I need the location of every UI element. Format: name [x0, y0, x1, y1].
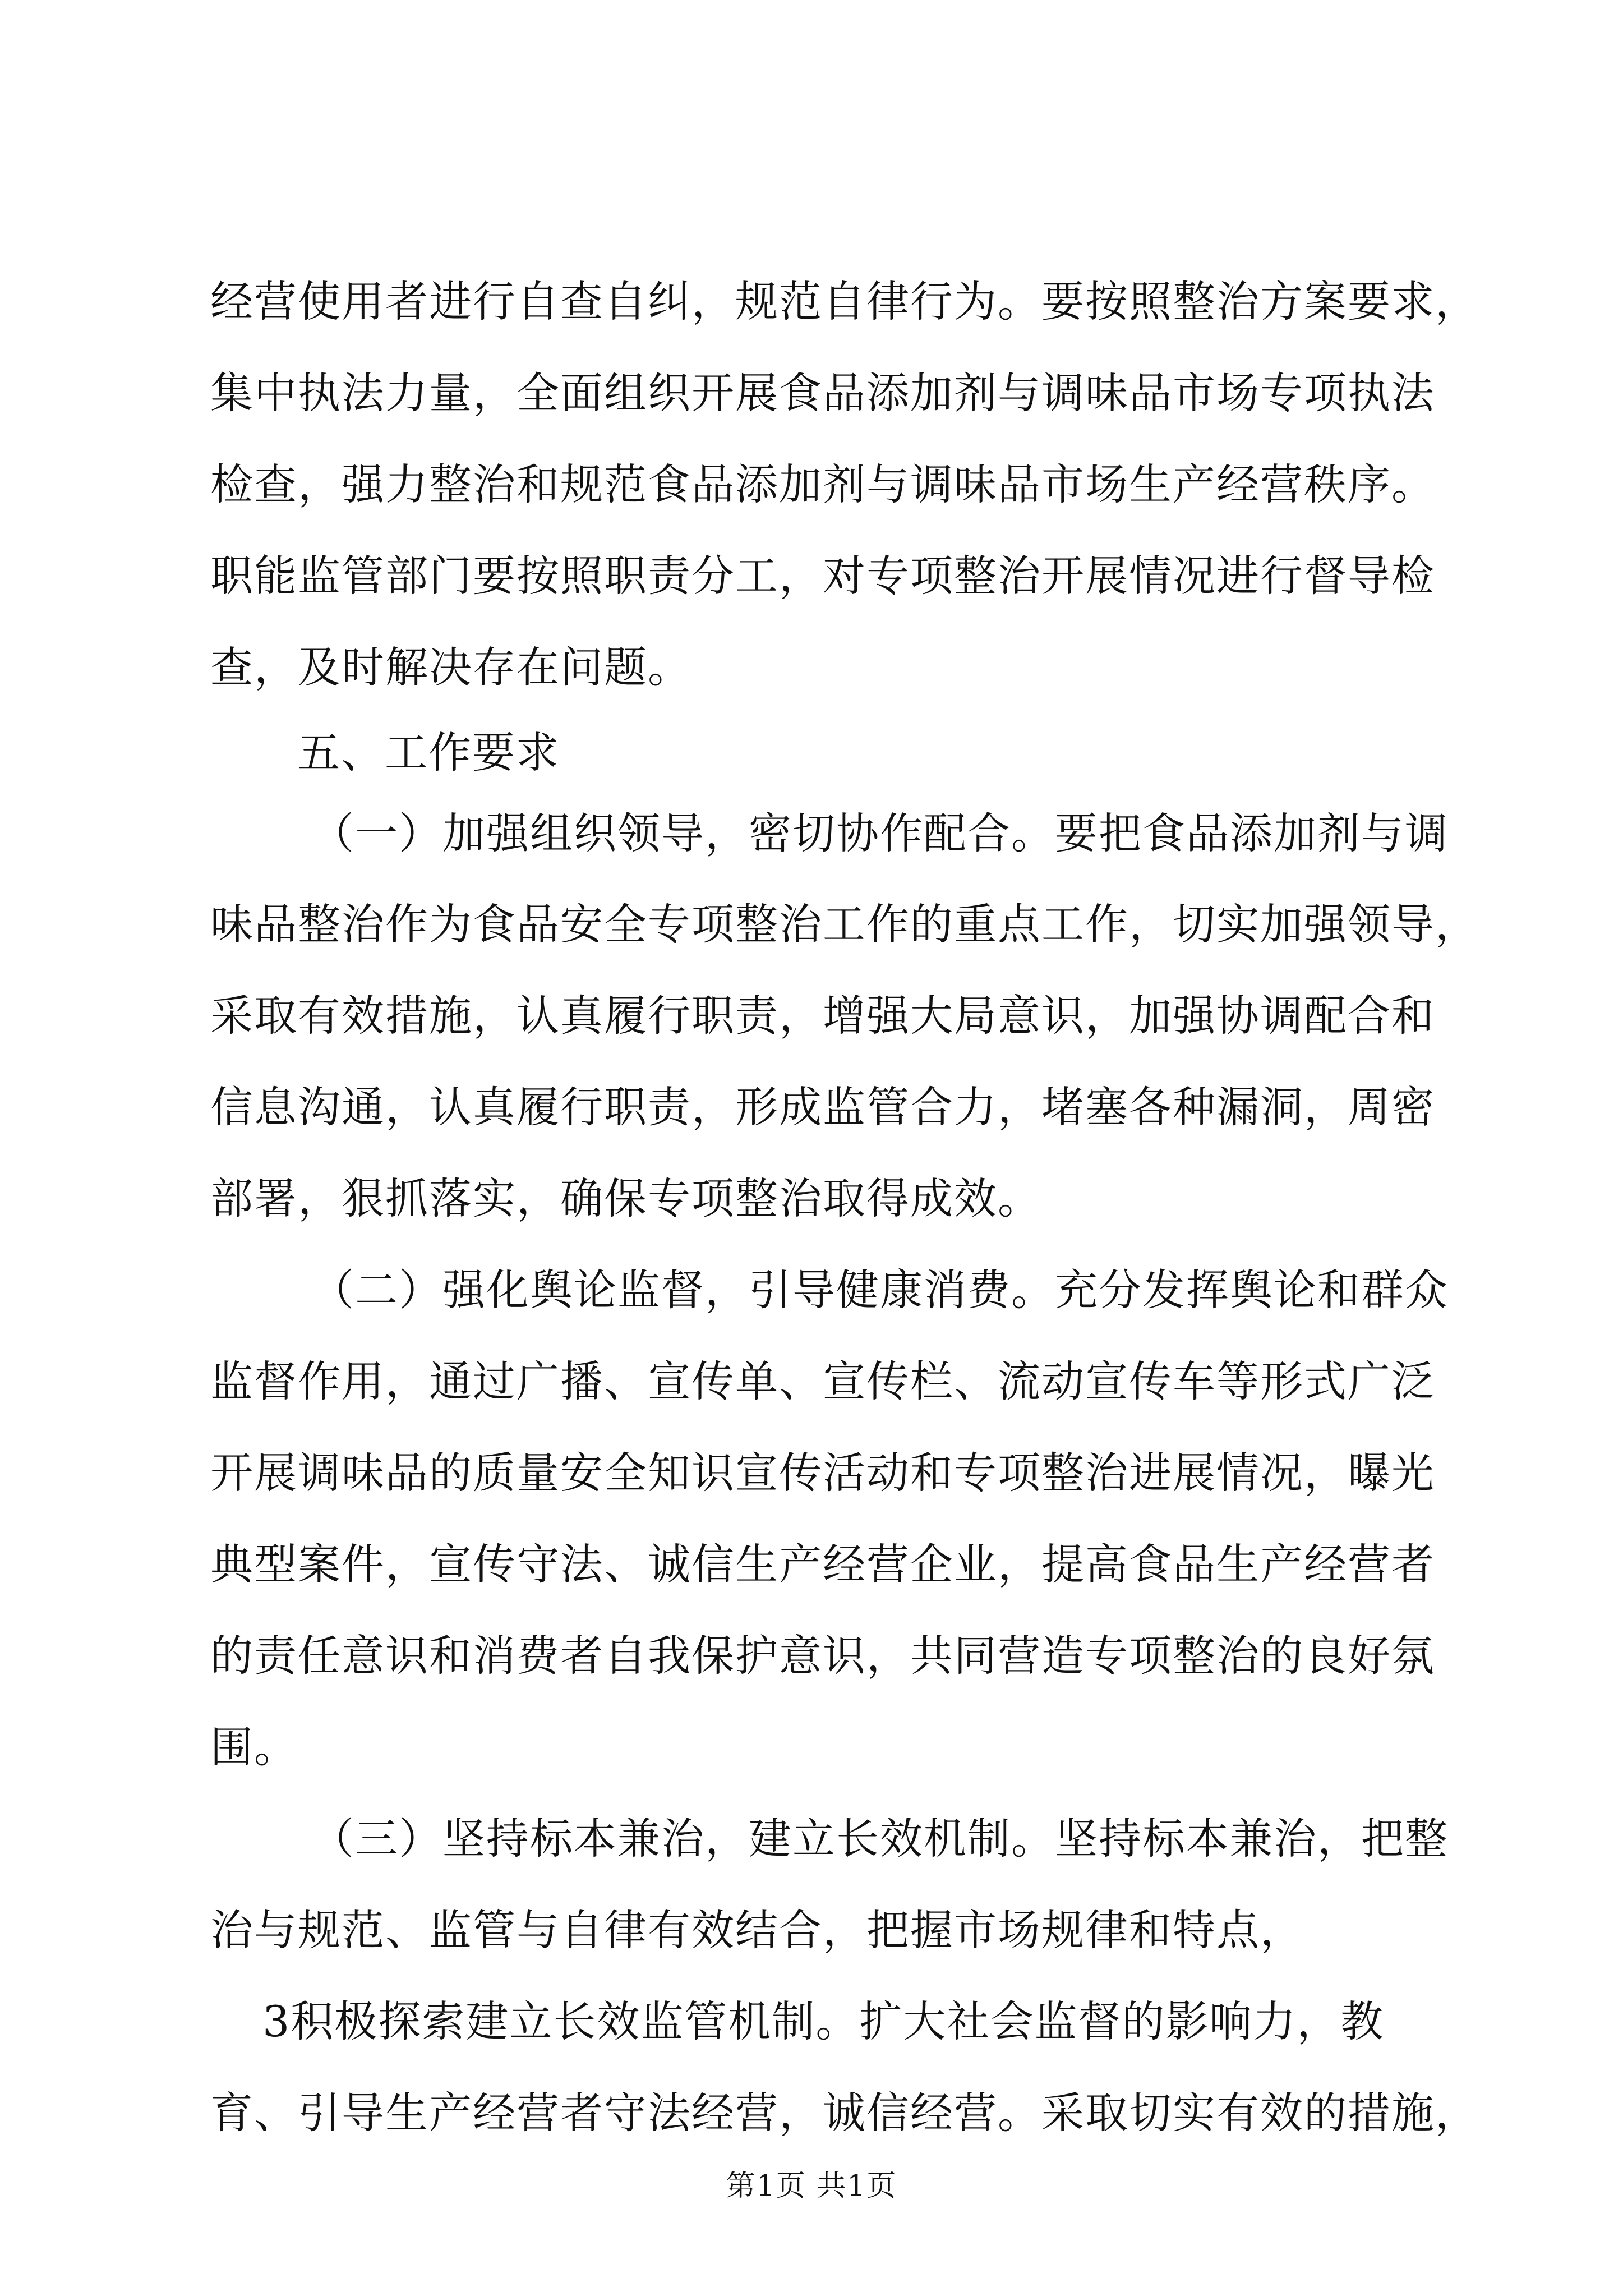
body-text-line: 信息沟通，认真履行职责，形成监管合力，堵塞各种漏洞，周密 — [210, 1082, 1435, 1132]
body-text-line: 治与规范、监管与自律有效结合，把握市场规律和特点， — [210, 1905, 1304, 1955]
paragraph-start-line: （一）加强组织领导，密切协作配合。要把食品添加剂与调 — [311, 808, 1449, 858]
section-heading: 五、工作要求 — [297, 728, 560, 777]
body-text-line: 3积极探索建立长效监管机制。扩大社会监督的影响力，教 — [262, 1996, 1385, 2046]
body-text-line: 开展调味品的质量安全知识宣传活动和专项整治进展情况，曝光 — [210, 1448, 1435, 1498]
body-text-line: 采取有效措施，认真履行职责，增强大局意识，加强协调配合和 — [210, 991, 1435, 1041]
body-text-line: 经营使用者进行自查自纠，规范自律行为。要按照整治方案要求， — [210, 277, 1479, 326]
body-text-line: 查，及时解决存在问题。 — [210, 642, 691, 692]
body-text-line: 监督作用，通过广播、宣传单、宣传栏、流动宣传车等形式广泛 — [210, 1356, 1435, 1406]
body-text-line: 味品整治作为食品安全专项整治工作的重点工作，切实加强领导， — [210, 899, 1479, 949]
body-text-line: 围。 — [210, 1722, 298, 1772]
body-text-line: 检查，强力整治和规范食品添加剂与调味品市场生产经营秩序。 — [210, 459, 1435, 509]
body-text-line: 集中执法力量，全面组织开展食品添加剂与调味品市场专项执法 — [210, 368, 1435, 418]
page-footer: 第1页 共1页 — [726, 2169, 897, 2203]
body-text-line: 典型案件，宣传守法、诚信生产经营企业，提高食品生产经营者 — [210, 1539, 1435, 1589]
body-text-line: 部署，狠抓落实，确保专项整治取得成效。 — [210, 1174, 1041, 1223]
paragraph-start-line: （二）强化舆论监督，引导健康消费。充分发挥舆论和群众 — [311, 1265, 1449, 1315]
body-text-line: 职能监管部门要按照职责分工，对专项整治开展情况进行督导检 — [210, 551, 1435, 601]
paragraph-start-line: （三）坚持标本兼治，建立长效机制。坚持标本兼治，把整 — [311, 1814, 1449, 1864]
body-text-line: 的责任意识和消费者自我保护意识，共同营造专项整治的良好氛 — [210, 1631, 1435, 1681]
body-text-line: 育、引导生产经营者守法经营，诚信经营。采取切实有效的措施， — [210, 2088, 1479, 2138]
